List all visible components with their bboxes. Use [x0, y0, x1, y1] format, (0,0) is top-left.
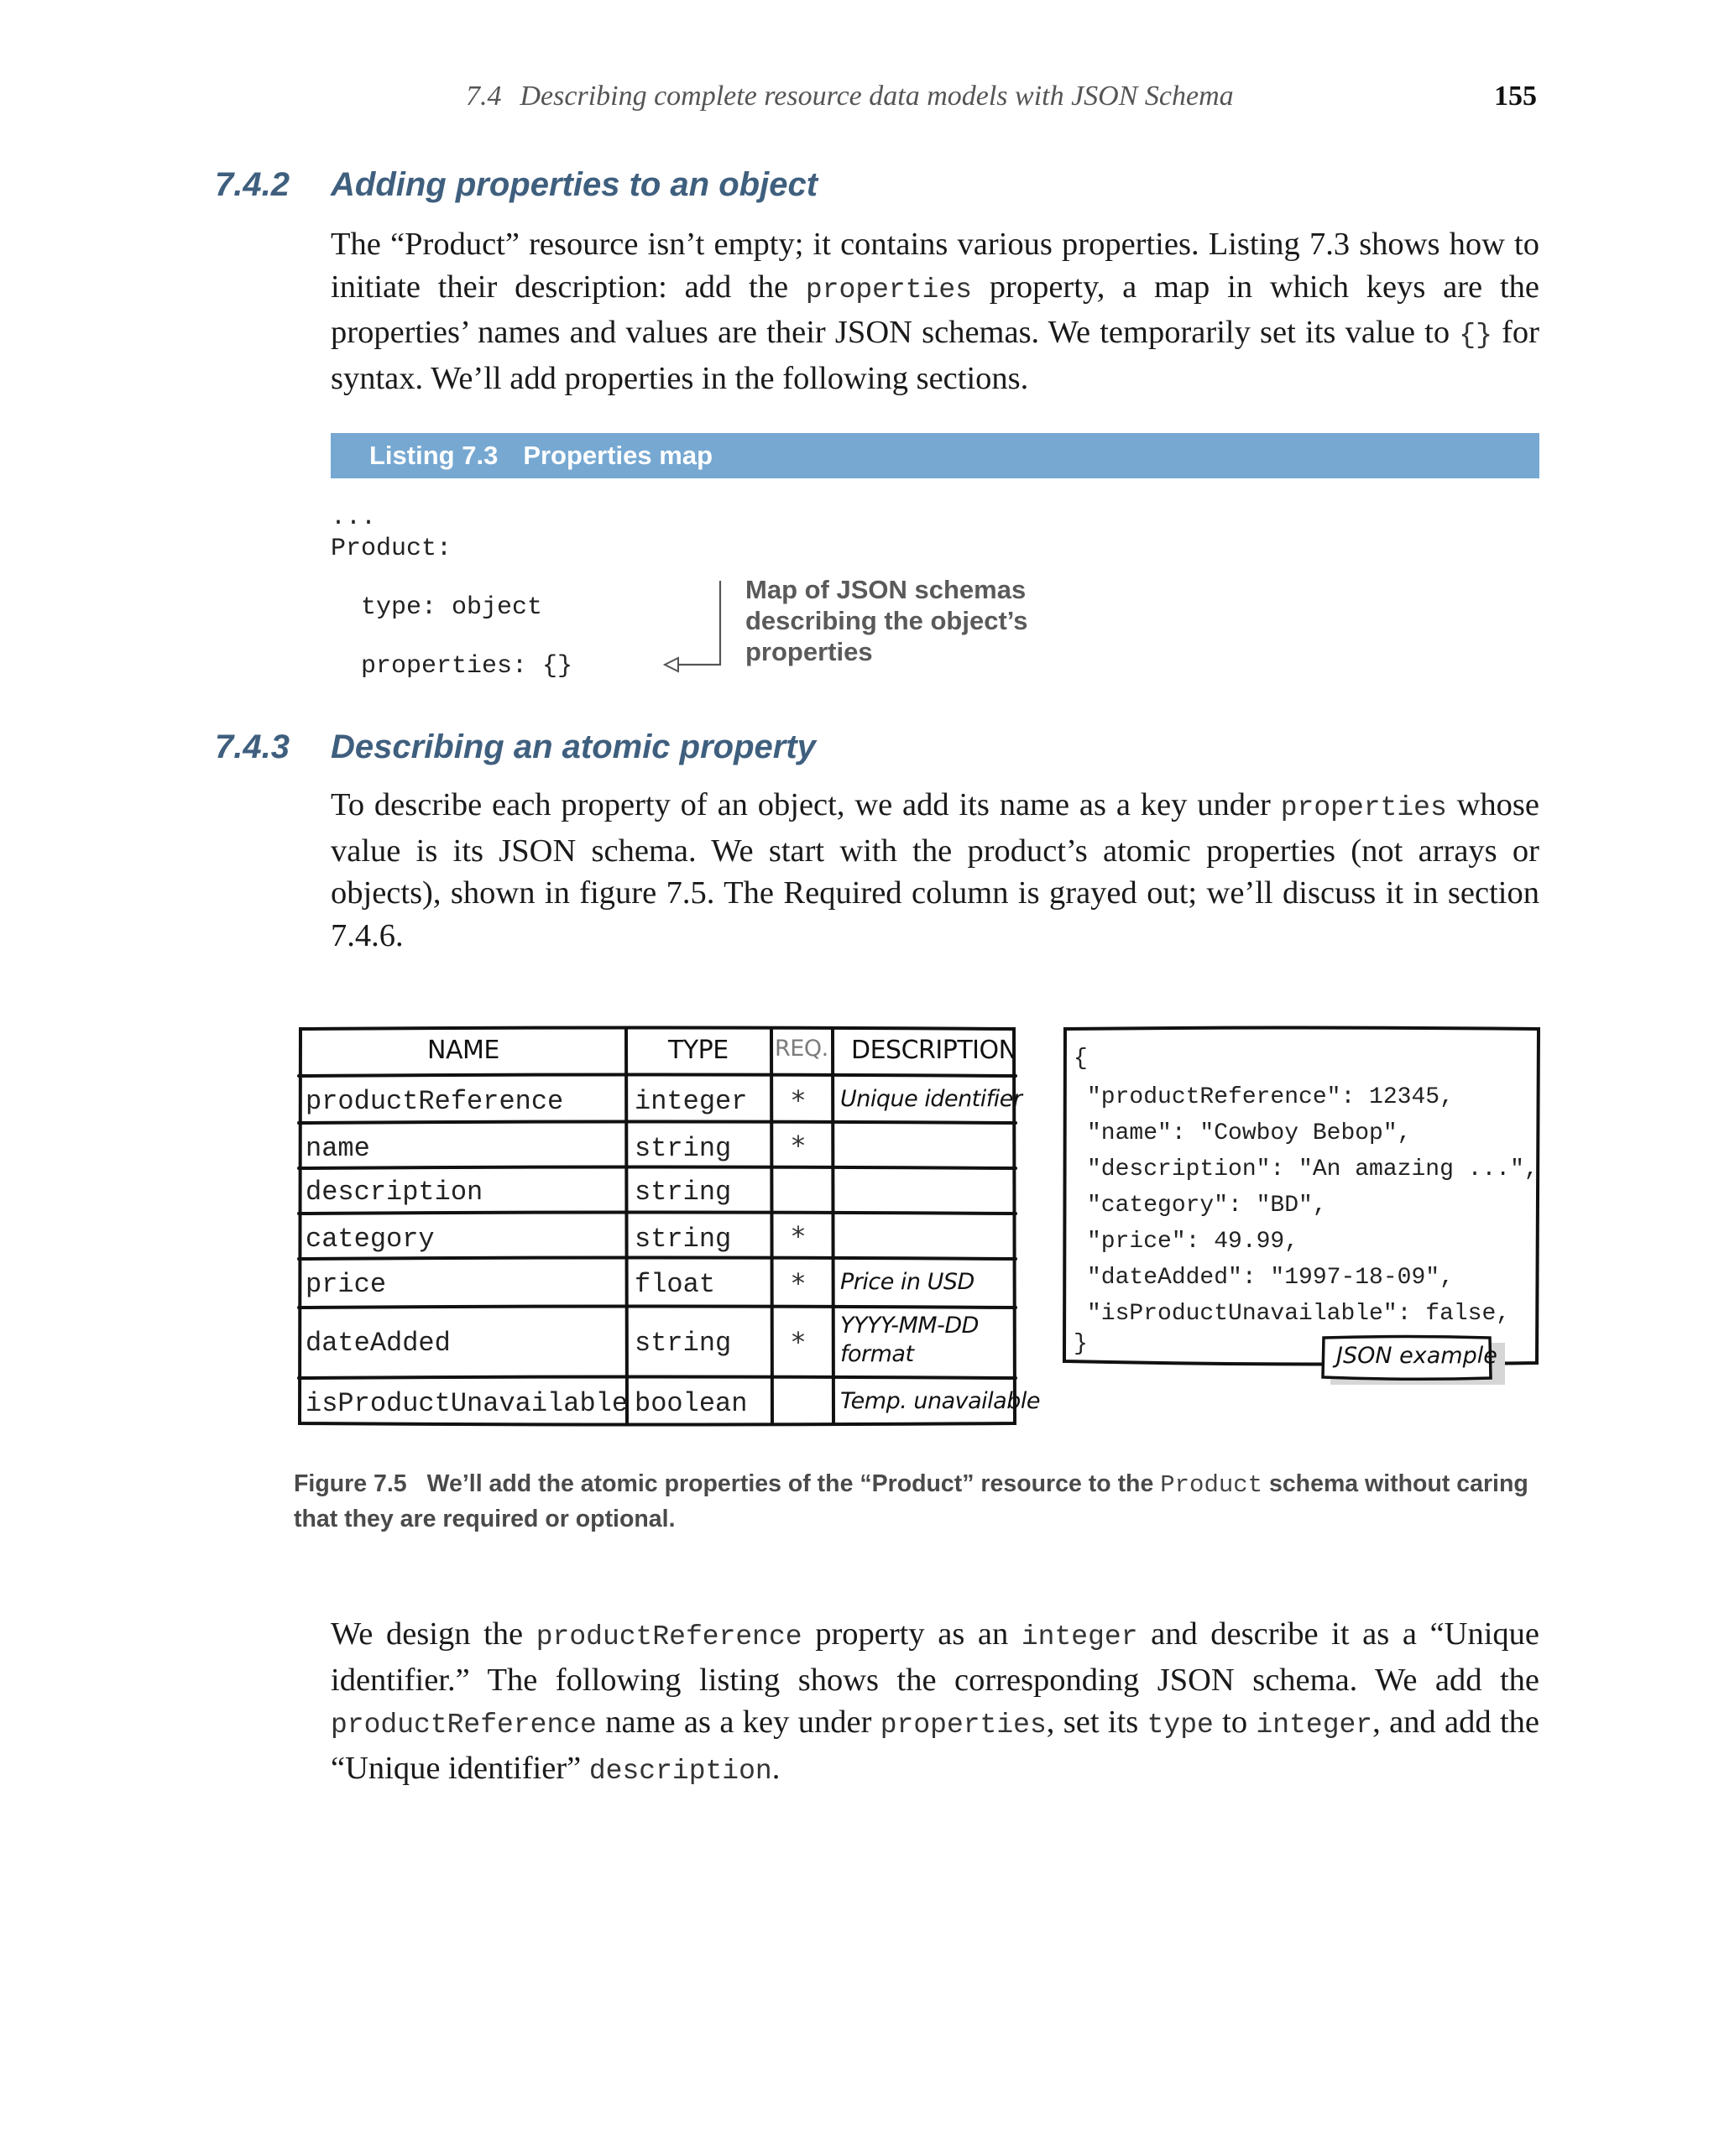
json-line: "category": "BD", [1087, 1193, 1327, 1219]
table-cell-description: Temp. unavailable [840, 1388, 1040, 1414]
table-cell-description-line2: format [840, 1341, 914, 1367]
running-header-section-number: 7.4 [466, 81, 502, 112]
table-cell-name: description [306, 1177, 483, 1208]
listing-title: Properties map [523, 441, 713, 470]
json-line: "description": "An amazing ...", [1087, 1156, 1539, 1182]
table-header-required: REQ. [775, 1036, 828, 1062]
required-star: * [792, 1084, 805, 1116]
paragraph-text: , set its [1046, 1704, 1147, 1740]
figure-caption [294, 1467, 1536, 1536]
table-cell-description: Unique identifier [840, 1086, 1022, 1112]
inline-code: properties [1280, 792, 1447, 823]
annotation-connector [663, 577, 747, 678]
properties-table [297, 1026, 1040, 1427]
table-header-description: DESCRIPTION [851, 1036, 1017, 1065]
table-cell-type: string [635, 1177, 732, 1208]
inline-code: productReference [536, 1621, 802, 1652]
table-cell-name: price [306, 1269, 387, 1300]
json-line: "dateAdded": "1997-18-09", [1087, 1265, 1454, 1291]
caption-text: schema without caring that they are required or optional. [294, 1470, 1528, 1532]
required-star: * [792, 1326, 805, 1358]
inline-code: description [588, 1755, 772, 1787]
section-743-paragraph [331, 784, 1539, 957]
listing-title-bar [331, 433, 1539, 478]
json-line: "name": "Cowboy Bebop", [1087, 1120, 1412, 1146]
caption-text: We’ll add the atomic properties of the “Product” resource to the [426, 1470, 1161, 1497]
table-cell-name: category [306, 1224, 435, 1255]
inline-code: integer [1021, 1621, 1138, 1652]
paragraph-text: for syntax. We’ll add properties in the following sections. [331, 315, 1539, 396]
listing-code-line: type: object [331, 593, 543, 622]
json-close-brace: } [1074, 1331, 1088, 1357]
inline-code: {} [1459, 320, 1492, 351]
section-742-title: Adding properties to an object [331, 166, 818, 203]
paragraph-text: To describe each property of an object, we add its name as a key under [331, 787, 1281, 822]
paragraph-text: name as a key under [596, 1704, 880, 1740]
section-743-title: Describing an atomic property [331, 728, 816, 765]
paragraph-text: whose value is its JSON schema. We start with the product’s atomic properties (not arrays or objects), shown in figure 7.5. The Required column is grayed out; we’ll discuss it in section 7.4.6. [331, 787, 1540, 953]
listing-code-line: properties: {} [331, 652, 573, 681]
paragraph-text: We design the [331, 1616, 536, 1652]
table-cell-description: YYYY-MM-DD [840, 1313, 979, 1339]
json-line: "productReference": 12345, [1087, 1084, 1454, 1110]
listing-code-line: Product: [331, 535, 452, 563]
json-example-badge: JSON example [1336, 1343, 1497, 1369]
table-cell-type: string [635, 1328, 732, 1359]
listing-code-line: ... [331, 504, 377, 532]
json-open-brace: { [1074, 1046, 1088, 1072]
section-742-number: 7.4.2 [215, 166, 290, 203]
section-743-number: 7.4.3 [215, 728, 290, 765]
running-header [466, 81, 1234, 112]
required-star: * [792, 1130, 805, 1162]
figure-caption-label: Figure 7.5 [294, 1470, 407, 1497]
table-cell-name: name [306, 1133, 370, 1164]
listing-label: Listing 7.3 [369, 441, 499, 470]
required-star: * [792, 1220, 805, 1252]
paragraph-text: . [771, 1750, 781, 1786]
paragraph-text: The “Product” resource isn’t empty; it contains various properties. Listing 7.3 shows how to initiate their description: add the [331, 227, 1539, 305]
inline-code: Product [1160, 1471, 1263, 1499]
required-star: * [792, 1267, 805, 1299]
inline-code: type [1147, 1710, 1214, 1741]
json-line: "price": 49.99, [1087, 1229, 1299, 1255]
inline-code: integer [1256, 1710, 1373, 1741]
table-cell-name: dateAdded [306, 1328, 451, 1359]
json-example-box [1062, 1026, 1542, 1385]
paragraph-text: , and add the “Unique identifier” [331, 1704, 1539, 1786]
table-header-name: NAME [427, 1036, 499, 1065]
final-paragraph [331, 1613, 1539, 1793]
table-cell-description: Price in USD [840, 1269, 974, 1295]
inline-code: properties [805, 274, 972, 305]
running-header-title: Describing complete resource data models with JSON Schema [520, 81, 1234, 112]
table-cell-type: float [635, 1269, 716, 1300]
inline-code: productReference [331, 1710, 597, 1741]
table-cell-name: isProductUnavailable [306, 1388, 629, 1419]
paragraph-text: property as an [802, 1616, 1021, 1652]
page-number: 155 [1494, 81, 1537, 112]
json-line: "isProductUnavailable": false, [1087, 1301, 1511, 1327]
paragraph-text: to [1213, 1704, 1257, 1740]
paragraph-text: property, a map in which keys are the properties’ names and values are their JSON schemas. We temporarily set its value to [331, 269, 1539, 350]
table-header-type: TYPE [668, 1036, 729, 1065]
table-cell-type: string [635, 1133, 732, 1164]
table-cell-type: boolean [635, 1388, 748, 1419]
listing-annotation: Map of JSON schemas describing the object’s properties [745, 575, 1028, 666]
inline-code: properties [880, 1710, 1047, 1741]
table-cell-type: string [635, 1224, 732, 1255]
paragraph-text: and describe it as a “Unique identifier.” The following listing shows the corresponding JSON schema. We add the [331, 1616, 1539, 1698]
table-cell-name: productReference [306, 1086, 564, 1117]
section-742-paragraph [331, 223, 1539, 399]
table-cell-type: integer [635, 1086, 748, 1117]
